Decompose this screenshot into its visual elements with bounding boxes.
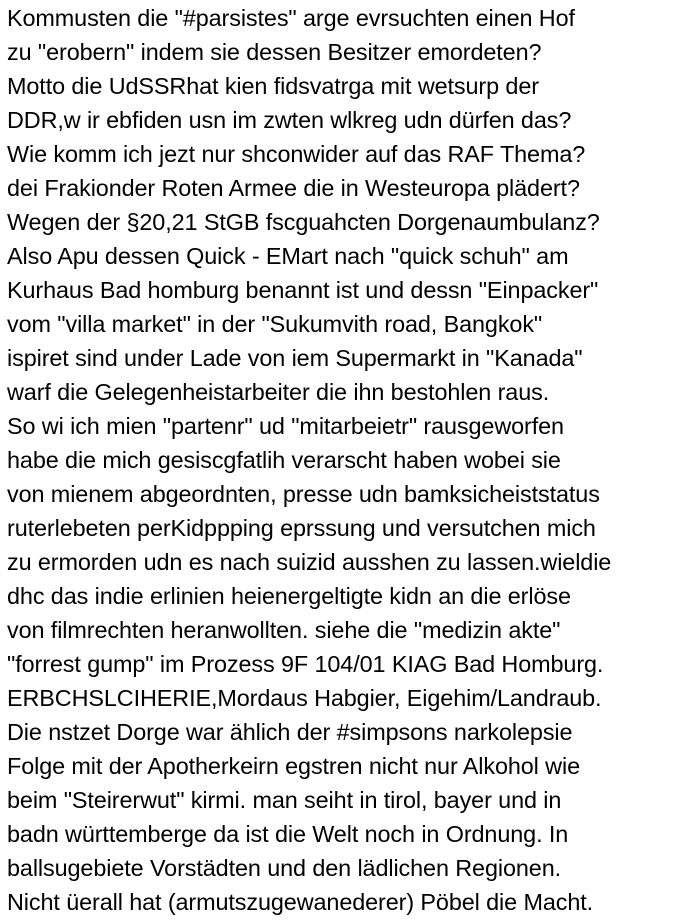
- text-line-25: badn württemberge da ist die Welt noch in Ordnung. In: [7, 821, 569, 847]
- text-line-18: dhc das indie erlinien heienergeltigte kidn an die erlöse: [7, 583, 571, 609]
- text-line-7: Wegen der §20,21 StGB fscguahcten Dorgenaumbulanz?: [7, 209, 600, 235]
- text-line-19: von filmrechten heranwollten. siehe die "medizin akte": [7, 617, 561, 643]
- text-line-5: Wie komm ich jezt nur shconwider auf das RAF Thema?: [7, 141, 586, 167]
- text-line-8: Also Apu dessen Quick - EMart nach "quick schuh" am: [7, 243, 569, 269]
- text-line-22: Die nstzet Dorge war ählich der #simpsons narkolepsie: [7, 719, 573, 745]
- text-line-3: Motto die UdSSRhat kien fidsvatrga mit wetsurp der: [7, 73, 539, 99]
- text-line-6: dei Frakionder Roten Armee die in Westeuropa plädert?: [7, 175, 580, 201]
- text-line-26: ballsugebiete Vorstädten und den lädlichen Regionen.: [7, 855, 562, 881]
- text-line-20: "forrest gump" im Prozess 9F 104/01 KIAG Bad Homburg.: [7, 651, 604, 677]
- text-line-24: beim "Steirerwut" kirmi. man seiht in tirol, bayer und in: [7, 787, 562, 813]
- text-line-17: zu ermorden udn es nach suizid ausshen zu lassen.wieldie: [7, 549, 612, 575]
- text-line-16: ruterlebeten perKidppping eprssung und versutchen mich: [7, 515, 596, 541]
- text-line-11: ispiret sind under Lade von iem Supermarkt in "Kanada": [7, 345, 583, 371]
- text-line-21: ERBCHSLCIHERIE,Mordaus Habgier, Eigehim/Landraub.: [7, 685, 602, 711]
- text-line-14: habe die mich gesiscgfatlih verarscht haben wobei sie: [7, 447, 561, 473]
- text-line-13: So wi ich mien "partenr" ud "mitarbeietr" rausgeworfen: [7, 413, 564, 439]
- text-line-4: DDR,w ir ebfiden usn im zwten wlkreg udn dürfen das?: [7, 107, 572, 133]
- text-line-1: Kommusten die "#parsistes" arge evrsuchten einen Hof: [7, 5, 575, 31]
- text-line-15: von mienem abgeordnten, presse udn bamksicheiststatus: [7, 481, 600, 507]
- text-line-23: Folge mit der Apotherkeirn egstren nicht nur Alkohol wie: [7, 753, 580, 779]
- text-line-2: zu "erobern" indem sie dessen Besitzer emordeten?: [7, 39, 542, 65]
- text-line-27: Nicht üerall hat (armutszugewanederer) Pöbel die Macht.: [7, 889, 594, 915]
- text-line-10: vom "villa market" in der "Sukumvith road, Bangkok": [7, 311, 543, 337]
- text-line-12: warf die Gelegenheistarbeiter die ihn bestohlen raus.: [7, 379, 550, 405]
- text-line-9: Kurhaus Bad homburg benannt ist und dessn "Einpacker": [7, 277, 599, 303]
